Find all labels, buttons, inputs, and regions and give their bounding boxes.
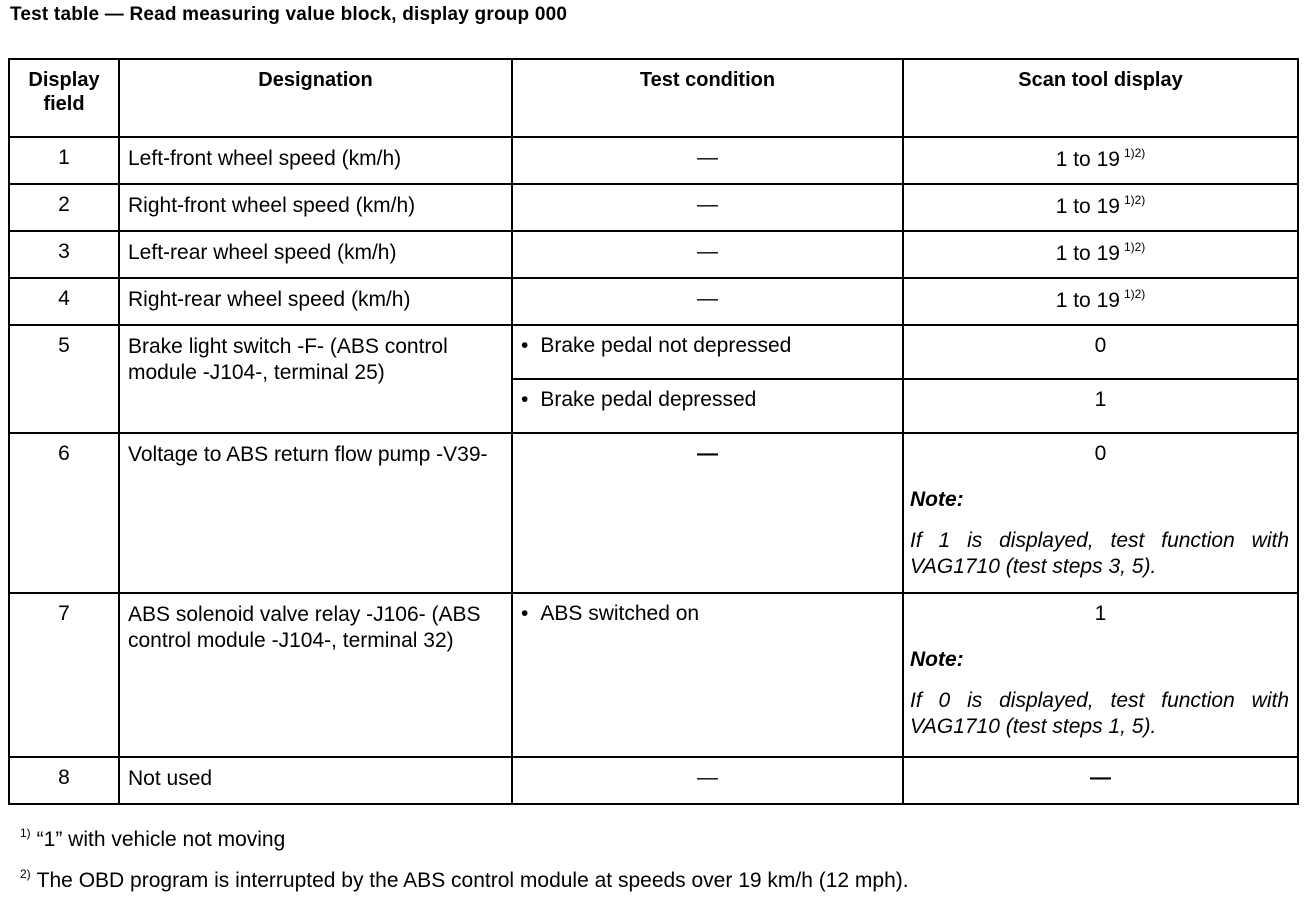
test-table bbox=[8, 58, 1299, 805]
header-test-condition: Test condition bbox=[512, 59, 903, 137]
table-row bbox=[9, 137, 1298, 184]
table-row bbox=[9, 184, 1298, 231]
scan-display-cell: — bbox=[903, 757, 1298, 804]
footnote-1: $^{1)}$ “1” with vehicle not moving bbox=[20, 826, 286, 851]
test-condition-cell: • Brake pedal depressed bbox=[512, 379, 903, 433]
header-display-field: Display field bbox=[9, 59, 119, 137]
table-row bbox=[9, 278, 1298, 325]
designation-cell: Right-rear wheel speed (km/h) bbox=[119, 278, 512, 325]
test-condition-cell: — bbox=[512, 278, 903, 325]
page-title: Test table — Read measuring value block, display group 000 bbox=[10, 4, 568, 25]
display-field-cell: 1 bbox=[9, 137, 119, 184]
designation-cell: Right-front wheel speed (km/h) bbox=[119, 184, 512, 231]
scan-display-cell: 1 to 19 $^{1)2)}$ bbox=[903, 278, 1298, 325]
note-label: Note: bbox=[910, 488, 964, 511]
scan-display-cell: 1 to 19 $^{1)2)}$ bbox=[903, 184, 1298, 231]
note-text: If 0 is displayed, test function with VAG1710 (test steps 1, 5). bbox=[910, 689, 1289, 738]
scan-display-cell: 1 bbox=[903, 379, 1298, 433]
display-field-cell: 2 bbox=[9, 184, 119, 231]
display-field-cell: 8 bbox=[9, 757, 119, 804]
scan-display-cell: 0 bbox=[903, 325, 1298, 379]
designation-cell: Left-rear wheel speed (km/h) bbox=[119, 231, 512, 278]
note-text: If 1 is displayed, test function with VAG1710 (test steps 3, 5). bbox=[910, 529, 1289, 578]
table-row bbox=[9, 593, 1298, 757]
footnotes bbox=[20, 816, 909, 898]
display-field-cell: 5 bbox=[9, 325, 119, 433]
designation-cell: Voltage to ABS return flow pump -V39- bbox=[119, 433, 512, 593]
test-condition-cell: • Brake pedal not depressed bbox=[512, 325, 903, 379]
table-row bbox=[9, 231, 1298, 278]
scan-display-cell bbox=[903, 593, 1298, 757]
scan-value: 1 bbox=[1094, 602, 1107, 625]
test-condition-cell: • ABS switched on bbox=[512, 593, 903, 757]
header-scan-tool-display: Scan tool display bbox=[903, 59, 1298, 137]
designation-cell: Brake light switch -F- (ABS control module -J104-, terminal 25) bbox=[119, 325, 512, 433]
note-label: Note: bbox=[910, 648, 964, 671]
header-designation: Designation bbox=[119, 59, 512, 137]
table-row bbox=[9, 433, 1298, 593]
display-field-cell: 3 bbox=[9, 231, 119, 278]
table-row bbox=[9, 325, 1298, 379]
footnote-2: $^{2)}$ The OBD program is interrupted by the ABS control module at speeds over 19 km/h (12 mph). bbox=[20, 867, 909, 892]
designation-cell: Left-front wheel speed (km/h) bbox=[119, 137, 512, 184]
designation-cell: ABS solenoid valve relay -J106- (ABS control module -J104-, terminal 32) bbox=[119, 593, 512, 757]
display-field-cell: 6 bbox=[9, 433, 119, 593]
test-condition-cell: — bbox=[512, 433, 903, 593]
designation-cell: Not used bbox=[119, 757, 512, 804]
table-row bbox=[9, 757, 1298, 804]
scan-display-cell: 1 to 19 $^{1)2)}$ bbox=[903, 137, 1298, 184]
display-field-cell: 7 bbox=[9, 593, 119, 757]
scan-display-cell: 1 to 19 $^{1)2)}$ bbox=[903, 231, 1298, 278]
scan-display-cell bbox=[903, 433, 1298, 593]
display-field-cell: 4 bbox=[9, 278, 119, 325]
test-condition-cell: — bbox=[512, 137, 903, 184]
test-condition-cell: — bbox=[512, 231, 903, 278]
table-header-row bbox=[9, 59, 1298, 137]
test-condition-cell: — bbox=[512, 757, 903, 804]
scan-value: 0 bbox=[1094, 442, 1107, 465]
test-condition-cell: — bbox=[512, 184, 903, 231]
